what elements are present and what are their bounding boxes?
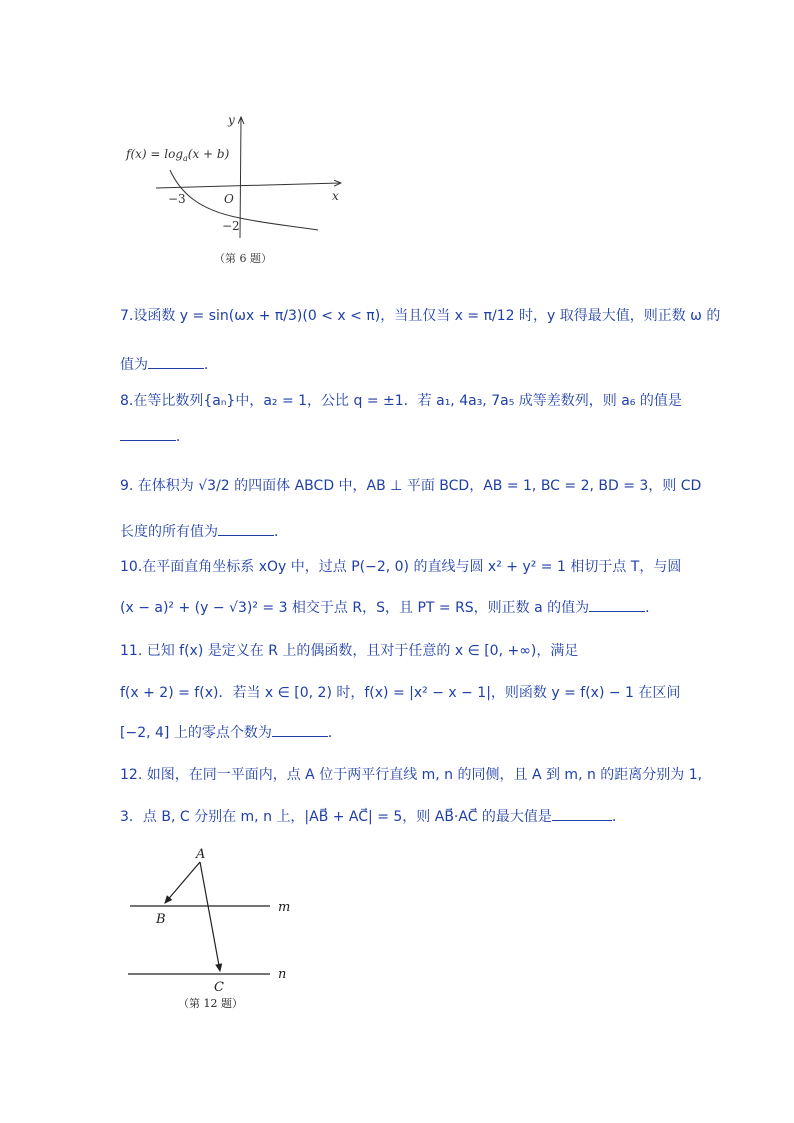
answer-blank-10: [589, 610, 645, 612]
figure-6-caption: （第 6 题）: [214, 252, 272, 265]
question-12-line-2: 3．点 B, C 分别在 m, n 上，|AB⃗ + AC⃗| = 5，则 AB⃗·AC⃗ 的最大值是 ．: [120, 809, 626, 825]
answer-blank-11: [272, 735, 328, 737]
vector-ab: [165, 862, 200, 903]
tick-minus-2: −2: [222, 219, 240, 233]
x-axis-label: x: [332, 189, 339, 203]
question-12-line-1: 12. 如图，在同一平面内，点 A 位于两平行直线 m, n 的同侧，且 A 到 m, n 的距离分别为 1,: [120, 767, 703, 783]
line-m-label: m: [278, 900, 291, 915]
question-7-line-2: 值为 ．: [120, 357, 218, 373]
question-11-line-3: [−2, 4] 上的零点个数为 ．: [120, 725, 342, 741]
origin-label: O: [224, 192, 234, 206]
answer-blank-7: [148, 367, 204, 369]
question-11-line-3-text: [−2, 4] 上的零点个数为: [120, 725, 272, 741]
question-11-line-2: f(x + 2) = f(x)．若当 x ∈ [0, 2) 时，f(x) = |x² − x − 1|，则函数 y = f(x) − 1 在区间: [120, 685, 681, 701]
question-8-line-2-text: ．: [176, 429, 190, 445]
question-10-line-2: (x − a)² + (y − √3)² = 3 相交于点 R，S，且 PT = RS，则正数 a 的值为 ．: [120, 600, 660, 616]
answer-blank-9: [218, 534, 274, 536]
function-label: $f(x) = \log_a(x + b)$: [126, 147, 230, 163]
question-12-line-2-text: 3．点 B, C 分别在 m, n 上，|AB⃗ + AC⃗| = 5，则 AB⃗·AC⃗ 的最大值是: [120, 809, 552, 825]
question-7-line-1: 7.设函数 y = sin(ωx + π/3)(0 < x < π)，当且仅当 x = π/12 时，y 取得最大值，则正数 ω 的: [120, 308, 721, 324]
question-10-line-1: 10.在平面直角坐标系 xOy 中，过点 P(−2, 0) 的直线与圆 x² + y² = 1 相切于点 T，与圆: [120, 559, 682, 575]
answer-blank-12: [552, 819, 612, 821]
question-11-line-1: 11. 已知 f(x) 是定义在 R 上的偶函数，且对于任意的 x ∈ [0, +∞)，满足: [120, 643, 579, 659]
x-axis: [156, 183, 340, 188]
point-a-label: A: [196, 847, 206, 862]
answer-blank-8: [120, 439, 176, 441]
question-9-line-1: 9. 在体积为 √3/2 的四面体 ABCD 中，AB ⊥ 平面 BCD，AB = 1, BC = 2, BD = 3，则 CD: [120, 478, 702, 494]
point-c-label: C: [214, 980, 224, 995]
figure-6: [118, 110, 358, 270]
y-axis: [240, 118, 241, 238]
figure-12: [120, 845, 300, 1015]
question-7-line-2-text: 值为: [120, 357, 148, 373]
point-b-label: B: [156, 912, 166, 927]
tick-minus-3: −3: [168, 192, 186, 206]
question-8-line-2: [120, 426, 190, 446]
log-curve: [170, 170, 318, 230]
question-8-line-1: 8.在等比数列{aₙ}中，a₂ = 1，公比 q = ±1．若 a₁, 4a₃, 7a₅ 成等差数列，则 a₆ 的值是: [120, 393, 682, 409]
question-9-line-2: 长度的所有值为 ．: [120, 524, 288, 540]
line-n-label: n: [278, 967, 287, 982]
figure-12-caption: （第 12 题）: [178, 997, 243, 1010]
vector-ac: [200, 862, 220, 971]
question-10-line-2-text: (x − a)² + (y − √3)² = 3 相交于点 R，S，且 PT = RS，则正数 a 的值为: [120, 600, 590, 616]
y-axis-label: y: [228, 113, 235, 127]
question-9-line-2-text: 长度的所有值为: [120, 524, 218, 540]
